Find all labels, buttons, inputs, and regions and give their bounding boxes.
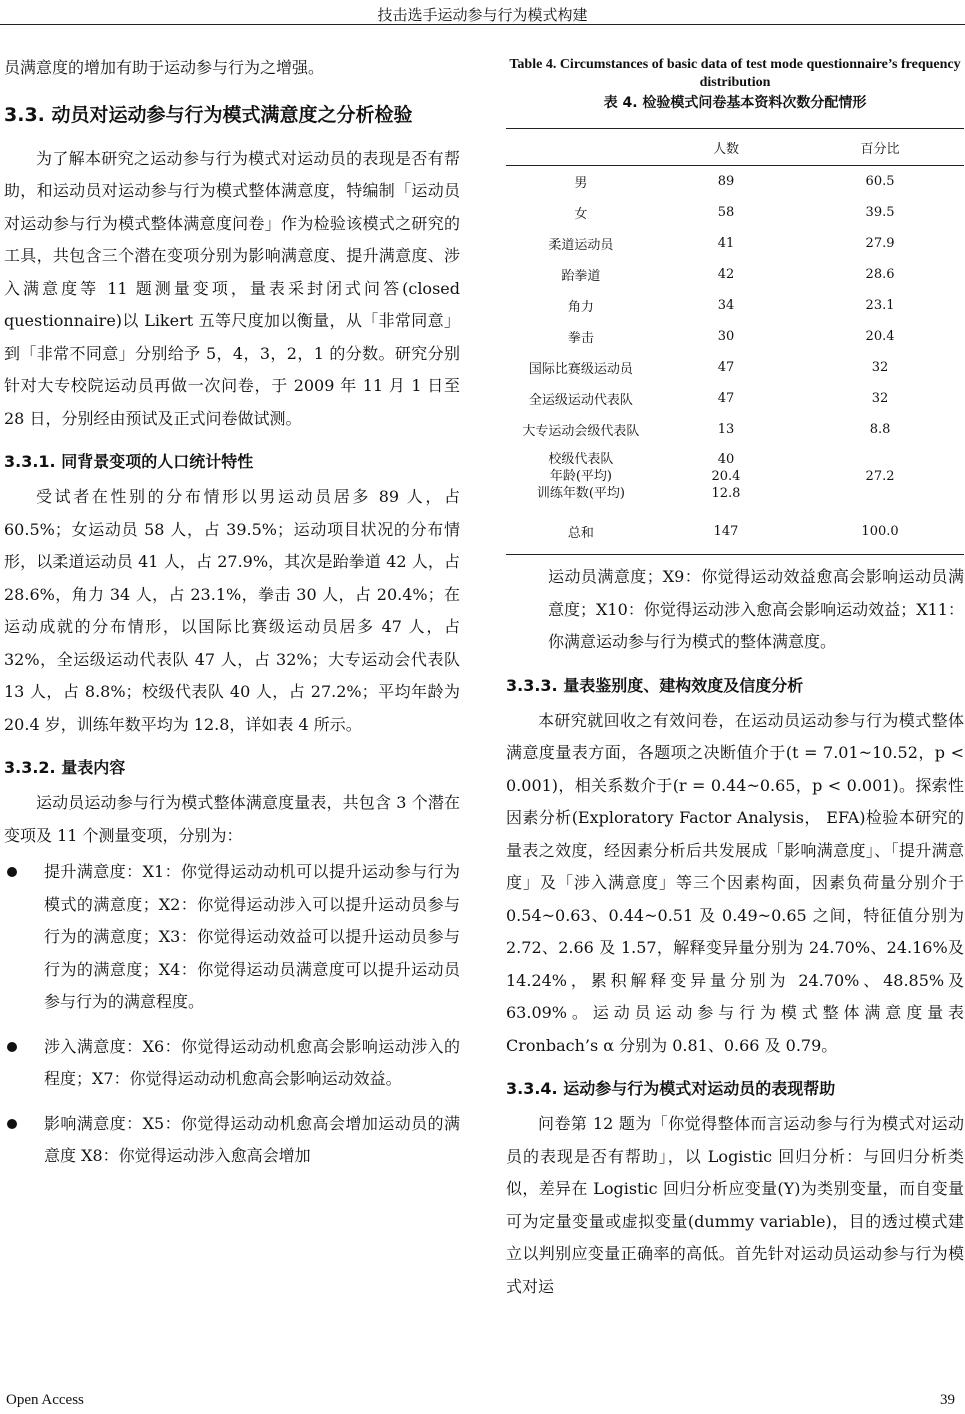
list-item-text: 影响满意度：X5：你觉得运动动机愈高会增加运动员的满意度 X8：你觉得运动涉入愈高会增加 xyxy=(44,1113,460,1165)
section-3-3-paragraph: 为了解本研究之运动参与行为模式对运动员的表现是否有帮助，和运动员对运动参与行为模式整体满意度，特编制「运动员对运动参与行为模式整体满意度问卷」作为检验该模式之研究的工具，共包含三个潜在变项分别为影响满意度、提升满意度、涉入满意度等 11 题测量变项，量表采封闭式问答(closed questionnaire)以 Likert 五等尺度加以衡量，从「非常同意」到「非常不同意」分别给予 5，4，3，2，1 的分数。研究分别针对大专校院运动员再做一次问卷，于 2009 年 11 月 1 日至 28 日，分别经由预试及正式问卷做试测。 xyxy=(4,148,460,428)
section-3-3-4-paragraph: 问卷第 12 题为「你觉得整体而言运动参与行为模式对运动员的表现是否有帮助」，以 Logistic 回归分析：与回归分析类似，差异在 Logistic 回归分析应变量(Y)为类别变量，而自变量可为定量变量或虚拟变量(dummy variable)，目的透过模式建立以判别应变量正确率的高低。首先针对运动员运动参与行为模式对运 xyxy=(506,1114,964,1296)
cell-line: 12.8 xyxy=(711,486,741,501)
table-cell: 147 xyxy=(656,508,796,555)
table-row xyxy=(506,197,964,228)
table-cell: 42 xyxy=(717,267,735,282)
table-cell: 男 xyxy=(574,176,588,191)
table-row xyxy=(506,166,964,198)
table-cell: 34 xyxy=(717,298,735,313)
table-cell: 41 xyxy=(717,236,735,251)
section-3-3-2-heading: 3.3.2. 量表内容 xyxy=(4,758,126,777)
section-3-3-1-heading: 3.3.1. 同背景变项的人口统计特性 xyxy=(4,452,254,471)
table-cell: 47 xyxy=(717,391,735,406)
table-total-row xyxy=(506,508,964,555)
list-item xyxy=(4,1108,460,1173)
table-row xyxy=(506,414,964,445)
table-row xyxy=(506,259,964,290)
table-row xyxy=(506,352,964,383)
section-3-3-4-heading: 3.3.4. 运动参与行为模式对运动员的表现帮助 xyxy=(506,1079,836,1098)
table-cell: 拳击 xyxy=(567,331,594,346)
section-3-3-3-paragraph: 本研究就回收之有效问卷，在运动员运动参与行为模式整体满意度量表方面，各题项之决断值介于(t = 7.01~10.52，p < 0.001)，相关系数介于(r = 0.44~0.65，p < 0.001)。探索性因素分析(Exploratory Factor Analysis， EFA)检验本研究的量表之效度，经因素分析后共发展成「影响满意度」、「提升满意度」及「涉入满意度」等三个因素构面，因素负荷量分别介于0.54~0.63、0.44~0.51 及 0.49~0.65 之间，特征值分别为 2.72、2.66 及 1.57，解释变异量分别为 24.70%、24.16%及 14.24%，累积解释变异量分别为 24.70%、48.85%及 63.09%。运动员运动参与行为模式整体满意度量表 Cronbach’s α 分别为 0.81、0.66 及 0.79。 xyxy=(506,710,964,1055)
cell-line: 年龄(平均) xyxy=(549,469,612,484)
table-caption-chinese: 表 4. 检验模式问卷基本资料次数分配情形 xyxy=(603,95,867,111)
section-3-3-2-paragraph: 运动员运动参与行为模式整体满意度量表，共包含 3 个潜在变项及 11 个测量变项，分别为： xyxy=(4,793,460,845)
page-number: 39 xyxy=(940,1392,955,1408)
section-3-3-1-paragraph: 受试者在性别的分布情形以男运动员居多 89 人，占 60.5%；女运动员 58 人，占 39.5%；运动项目状况的分布情形，以柔道运动员 41 人，占 27.9%，其次是跆拳道 42 人，占 28.6%，角力 34 人，占 23.1%，拳击 30 人，占 20.4%；在运动成就的分布情形，以国际比赛级运动员居多 47 人，占 32%，全运级运动代表队 47 人，占 32%；大专运动会代表队 13 人，占 8.8%；校级代表队 40 人，占 27.2%；平均年龄为 20.4 岁，训练年数平均为 12.8，详如表 4 所示。 xyxy=(4,487,460,734)
table-row xyxy=(506,321,964,352)
bullet-continuation xyxy=(506,561,964,659)
table-cell: 89 xyxy=(717,174,735,189)
table-cell: 角力 xyxy=(567,300,594,315)
table-caption-english: Table 4. Circumstances of basic data of test mode questionnaire’s frequency distribution xyxy=(509,57,961,90)
table-cell: 全运级运动代表队 xyxy=(528,393,633,408)
cell-line: 训练年数(平均) xyxy=(536,486,625,501)
table-cell: 23.1 xyxy=(865,298,895,313)
list-item-text: 涉入满意度：X6：你觉得运动动机愈高会影响运动涉入的程度；X7：你觉得运动动机愈高会影响运动效益。 xyxy=(44,1036,460,1088)
frequency-table xyxy=(506,128,964,555)
table-cell: 32 xyxy=(871,391,889,406)
table-cell: 跆拳道 xyxy=(561,269,601,284)
bullet-continuation-text: 运动员满意度；X9：你觉得运动效益愈高会影响运动员满意度；X10：你觉得运动涉入愈高会影响运动效益；X11：你满意运动参与行为模式的整体满意度。 xyxy=(548,567,964,651)
right-column xyxy=(506,52,964,1303)
table-row-combined xyxy=(506,445,964,508)
running-title: 技击选手运动参与行为模式构建 xyxy=(377,6,588,24)
cell-line: 40 xyxy=(717,452,735,467)
section-3-3-heading: 3.3. 动员对运动参与行为模式满意度之分析检验 xyxy=(4,103,413,126)
table-header-cell: 百分比 xyxy=(796,129,964,166)
table-cell: 13 xyxy=(717,422,735,437)
table-cell: 大专运动会级代表队 xyxy=(522,424,640,439)
table-cell: 47 xyxy=(717,360,735,375)
table-cell: 39.5 xyxy=(865,205,895,220)
table-cell: 27.9 xyxy=(865,236,895,251)
table-cell: 柔道运动员 xyxy=(548,238,614,253)
bullet-dot-icon xyxy=(7,1042,17,1052)
table-cell: 女 xyxy=(574,207,588,222)
table-cell: 8.8 xyxy=(869,422,891,437)
bullet-dot-icon xyxy=(7,1119,17,1129)
bullet-dot-icon xyxy=(7,867,17,877)
table-header-row xyxy=(506,129,964,166)
table-cell xyxy=(506,445,656,508)
section-3-3-3-heading: 3.3.3. 量表鉴别度、建构效度及信度分析 xyxy=(506,675,804,695)
cell-line: 20.4 xyxy=(711,469,741,484)
table-cell: 100.0 xyxy=(796,508,964,555)
footer-journal: Open Access xyxy=(6,1392,84,1408)
table-header-cell xyxy=(506,129,656,166)
header-rule xyxy=(0,24,965,25)
list-item xyxy=(4,856,460,1019)
table-row xyxy=(506,228,964,259)
table-row xyxy=(506,383,964,414)
scale-items-list xyxy=(4,856,460,1173)
table-cell: 总和 xyxy=(506,508,656,555)
table-cell: 28.6 xyxy=(865,267,895,282)
list-item-text: 提升满意度：X1：你觉得运动动机可以提升运动参与行为模式的满意度；X2：你觉得运动涉入可以提升运动员参与行为的满意度；X3：你觉得运动效益可以提升运动员参与行为的满意度；X4：你觉得运动员满意度可以提升运动员参与行为的满意程度。 xyxy=(44,862,460,1011)
table-cell: 国际比赛级运动员 xyxy=(528,362,633,377)
table-cell: 32 xyxy=(871,360,889,375)
table-cell: 27.2 xyxy=(865,469,895,484)
table-header-cell: 人数 xyxy=(656,129,796,166)
left-column xyxy=(4,52,460,1185)
intro-line: 员满意度的增加有助于运动参与行为之增强。 xyxy=(4,58,325,77)
table-cell: 60.5 xyxy=(865,174,895,189)
table-cell xyxy=(656,445,796,508)
table-cell: 20.4 xyxy=(865,329,895,344)
cell-line: 校级代表队 xyxy=(548,452,614,467)
table-row xyxy=(506,290,964,321)
table-cell: 58 xyxy=(717,205,735,220)
list-item xyxy=(4,1031,460,1096)
table-cell: 30 xyxy=(717,329,735,344)
